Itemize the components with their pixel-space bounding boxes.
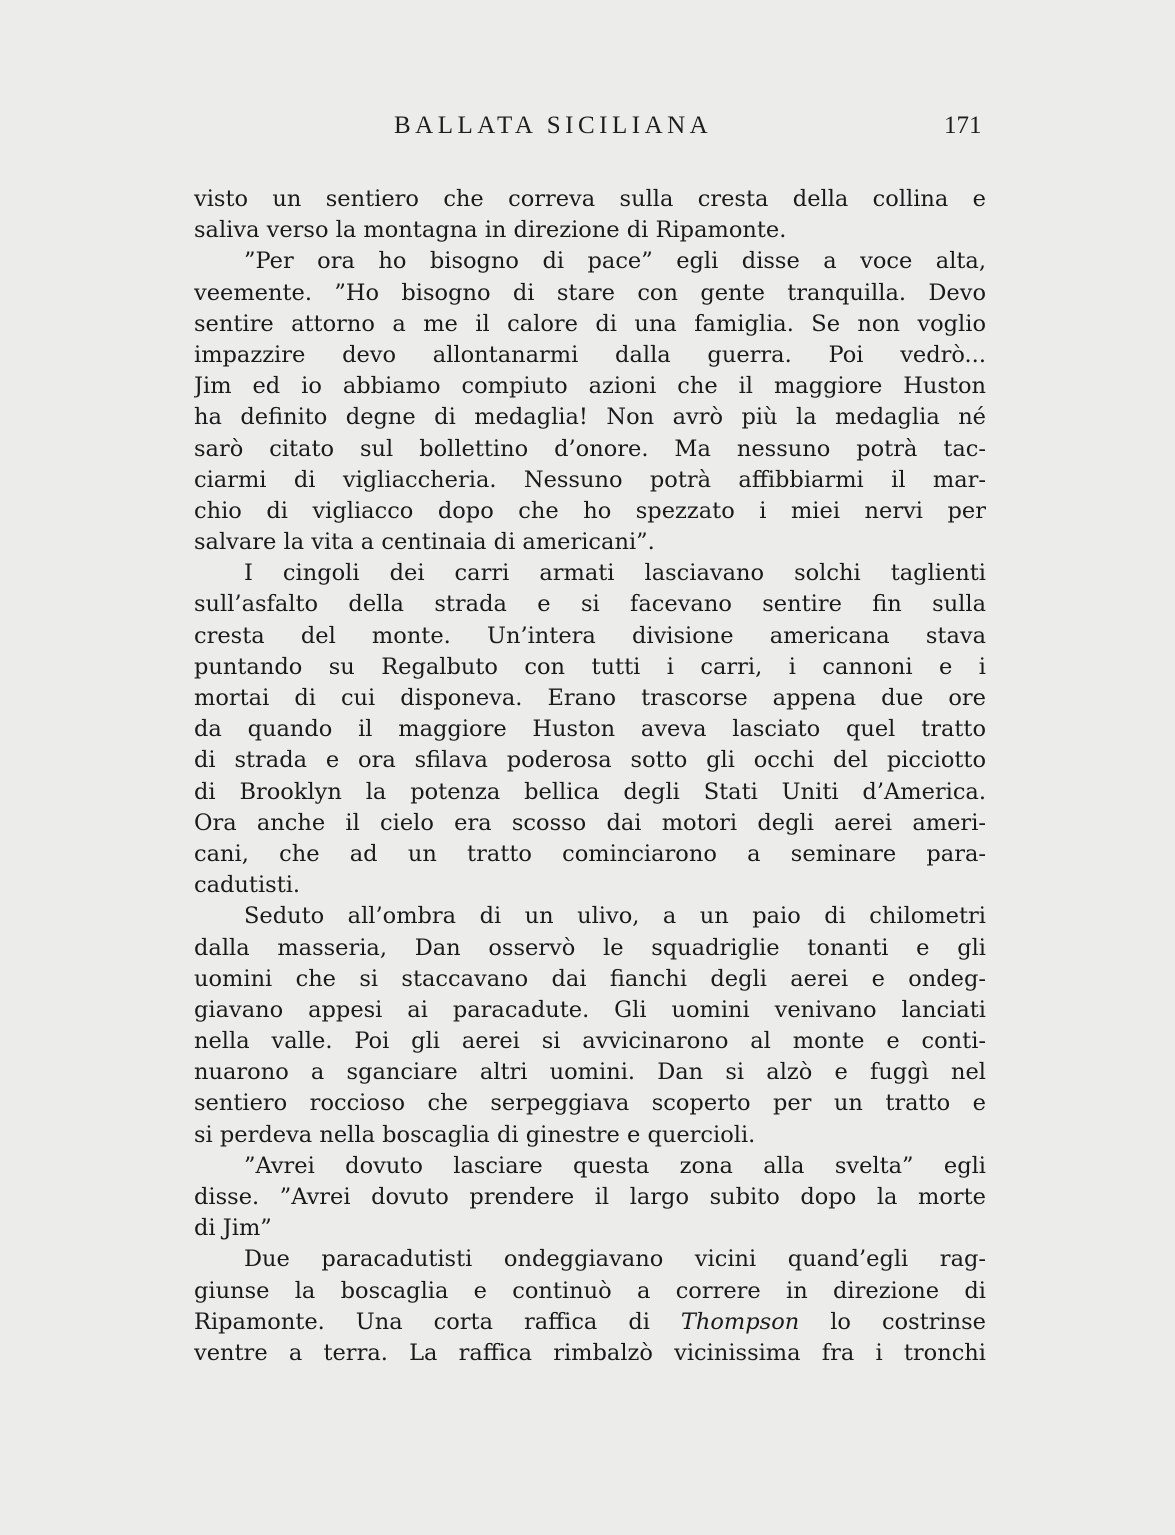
text-line: Due paracadutisti ondeggiavano vicini quand’egli rag- — [244, 1246, 986, 1273]
text-line: veemente. ”Ho bisogno di stare con gente tranquilla. Devo — [194, 279, 986, 306]
text-line: ”Per ora ho bisogno di pace” egli disse a voce alta, — [244, 248, 986, 275]
text-line: sull’asfalto della strada e si facevano sentire fin sulla — [194, 591, 986, 618]
text-line: nuarono a sganciare altri uomini. Dan si alzò e fuggì nel — [194, 1059, 986, 1086]
text-line: puntando su Regalbuto con tutti i carri, i cannoni e i — [194, 653, 986, 680]
text-line: I cingoli dei carri armati lasciavano solchi taglienti — [244, 560, 986, 587]
text-line: chio di vigliacco dopo che ho spezzato i miei nervi per — [194, 497, 986, 524]
text-line: visto un sentiero che correva sulla cresta della collina e — [194, 186, 986, 212]
text-line: uomini che si staccavano dai fianchi degli aerei e ondeg- — [194, 965, 986, 992]
text-line: cresta del monte. Un’intera divisione americana stava — [194, 622, 986, 649]
italic-term: Thompson — [680, 1308, 800, 1335]
text-line: ciarmi di vigliaccheria. Nessuno potrà affibbiarmi il mar- — [194, 466, 986, 493]
text-line: giavano appesi ai paracadute. Gli uomini venivano lanciati — [194, 996, 986, 1023]
text-segment: lo costrinse — [799, 1308, 986, 1335]
text-line: dalla masseria, Dan osservò le squadriglie tonanti e gli — [194, 934, 986, 961]
text-line: cani, che ad un tratto cominciarono a seminare para- — [194, 840, 986, 867]
text-line: ha definito degne di medaglia! Non avrò più la medaglia né — [194, 404, 986, 431]
text-line: si perdeva nella boscaglia di ginestre e quercioli. — [194, 1121, 756, 1148]
text-line: Seduto all’ombra di un ulivo, a un paio di chilometri — [244, 903, 986, 930]
text-line: mortai di cui disponeva. Erano trascorse appena due ore — [194, 685, 986, 711]
text-segment: Ripamonte. Una corta raffica di — [194, 1308, 681, 1335]
text-line: Ora anche il cielo era scosso dai motori degli aerei ameri- — [194, 809, 986, 836]
text-line: cadutisti. — [194, 872, 301, 899]
text-line: Jim ed io abbiamo compiuto azioni che il maggiore Huston — [194, 373, 986, 400]
text-line: impazzire devo allontanarmi dalla guerra. Poi vedrò... — [194, 341, 986, 368]
page-number: 171 — [944, 112, 982, 139]
text-line: nella valle. Poi gli aerei si avvicinarono al monte e conti- — [194, 1028, 986, 1055]
text-line: sarò citato sul bollettino d’onore. Ma nessuno potrà tac- — [194, 435, 986, 462]
running-title: BALLATA SICILIANA — [394, 112, 713, 139]
text-line: da quando il maggiore Huston aveva lasciato quel tratto — [194, 716, 986, 743]
text-line: ventre a terra. La raffica rimbalzò vicinissima fra i tronchi — [194, 1339, 986, 1366]
text-line — [194, 1307, 986, 1338]
text-line: sentiero roccioso che serpeggiava scoperto per un tratto e — [194, 1090, 986, 1117]
text-line: di strada e ora sfilava poderosa sotto gli occhi del picciotto — [194, 747, 986, 774]
text-line: saliva verso la montagna in direzione di Ripamonte. — [194, 217, 787, 244]
text-line: ”Avrei dovuto lasciare questa zona alla svelta” egli — [244, 1152, 986, 1179]
text-line: giunse la boscaglia e continuò a correre in direzione di — [194, 1277, 986, 1304]
text-line: di Jim” — [194, 1215, 272, 1242]
body-text — [194, 184, 986, 1369]
text-line: di Brooklyn la potenza bellica degli Stati Uniti d’America. — [194, 778, 986, 805]
text-line: disse. ”Avrei dovuto prendere il largo subito dopo la morte — [194, 1184, 986, 1210]
text-line: salvare la vita a centinaia di americani”. — [194, 529, 655, 556]
text-line: sentire attorno a me il calore di una famiglia. Se non voglio — [194, 310, 986, 337]
